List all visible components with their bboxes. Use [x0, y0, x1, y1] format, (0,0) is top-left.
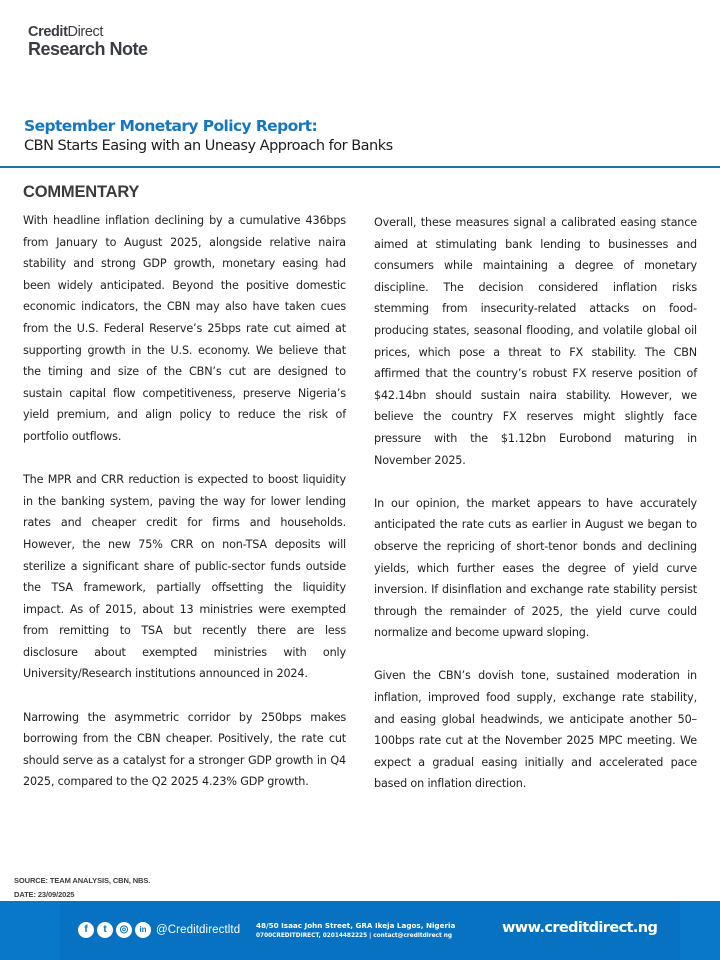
- left-column: [23, 210, 346, 793]
- facebook-icon[interactable]: f: [78, 922, 94, 938]
- social-handle[interactable]: @Creditdirectltd: [156, 924, 241, 936]
- phone-email-text: 0700CREDITDIRECT, 02014482225 | contact@creditdirect ng: [256, 933, 453, 939]
- paragraph: Narrowing the asymmetric corridor by 250bps makes borrowing from the CBN cheaper. Positively, the rate cut should serve as a catalyst for a stronger GDP growth in Q4 2025, compared to the Q2 2025 4.23% GDP growth.: [23, 710, 346, 789]
- document-type: Research Note: [28, 39, 148, 59]
- paragraph: Given the CBN’s dovish tone, sustained moderation in inflation, improved food supply, exchange rate stability, and easing global headwinds, we anticipate another 50–100bps rate cut at the November 2025 MPC meeting. We expect a gradual easing initially and accelerated pace based on inflation direction.: [374, 669, 697, 791]
- section-heading: COMMENTARY: [23, 183, 140, 201]
- linkedin-icon[interactable]: in: [135, 922, 151, 938]
- instagram-icon[interactable]: ◎: [116, 922, 132, 938]
- address-text: 48/50 Isaac John Street, GRA Ikeja Lagos, Nigeria: [256, 921, 456, 930]
- brand-name: [28, 24, 148, 40]
- brand-logo: [28, 24, 148, 58]
- social-links: [78, 922, 240, 938]
- source-note: [14, 874, 150, 902]
- report-title-block: [24, 116, 393, 156]
- date-text: DATE: 23/09/2025: [14, 890, 75, 899]
- paragraph: The MPR and CRR reduction is expected to boost liquidity in the banking system, paving the way for lower lending rates and cheaper credit for firms and households. However, the new 75% CRR on non-TSA deposits will sterilize a significant share of public-sector funds outside the TSA framework, partially offsetting the liquidity impact. As of 2015, about 13 ministries were exempted from remitting to TSA but recently there are less disclosure about exempted ministries with only University/Research institutions announced in 2024.: [23, 473, 346, 681]
- brand-name-regular: Direct: [67, 24, 103, 40]
- header-divider: [0, 166, 720, 168]
- report-title: September Monetary Policy Report:: [24, 117, 318, 135]
- source-text: SOURCE: TEAM ANALYSIS, CBN, NBS.: [14, 876, 151, 885]
- website-link[interactable]: www.creditdirect.ng: [502, 920, 658, 936]
- paragraph: Overall, these measures signal a calibrated easing stance aimed at stimulating bank lending to businesses and consumers while maintaining a degree of monetary discipline. The decision considered inflation risks stemming from insecurity-related attacks on food-producing states, seasonal flooding, and volatile global oil prices, which pose a threat to FX stability. The CBN affirmed that the country’s robust FX reserve position of $42.14bn should sustain naira stability. However, we believe the country FX reserves might slightly face pressure with the $1.12bn Eurobond maturing in November 2025.: [374, 216, 697, 467]
- report-subtitle: CBN Starts Easing with an Uneasy Approach for Banks: [24, 138, 393, 154]
- contact-info: [256, 921, 455, 941]
- paragraph: In our opinion, the market appears to have accurately anticipated the rate cuts as earlier in August we began to observe the repricing of short-tenor bonds and declining yields, which further eases the degree of yield curve inversion. If disinflation and exchange rate stability persist through the remainder of 2025, the yield curve could normalize and become upward sloping.: [374, 496, 697, 640]
- right-column: [374, 212, 697, 795]
- paragraph: With headline inflation declining by a cumulative 436bps from January to August 2025, alongside relative naira stability and strong GDP growth, monetary easing had been widely anticipated. Beyond the positive domestic economic indicators, the CBN may also have taken cues from the U.S. Federal Reserve’s 25bps rate cut aimed at supporting growth in the U.S. economy. We believe that the timing and size of the CBN’s cut are designed to sustain capital flow competitiveness, preserve Nigeria’s yield premium, and align policy to reduce the risk of portfolio outflows.: [23, 214, 346, 443]
- twitter-icon[interactable]: t: [97, 922, 113, 938]
- footer-bar: [0, 901, 720, 960]
- brand-name-bold: Credit: [28, 24, 68, 40]
